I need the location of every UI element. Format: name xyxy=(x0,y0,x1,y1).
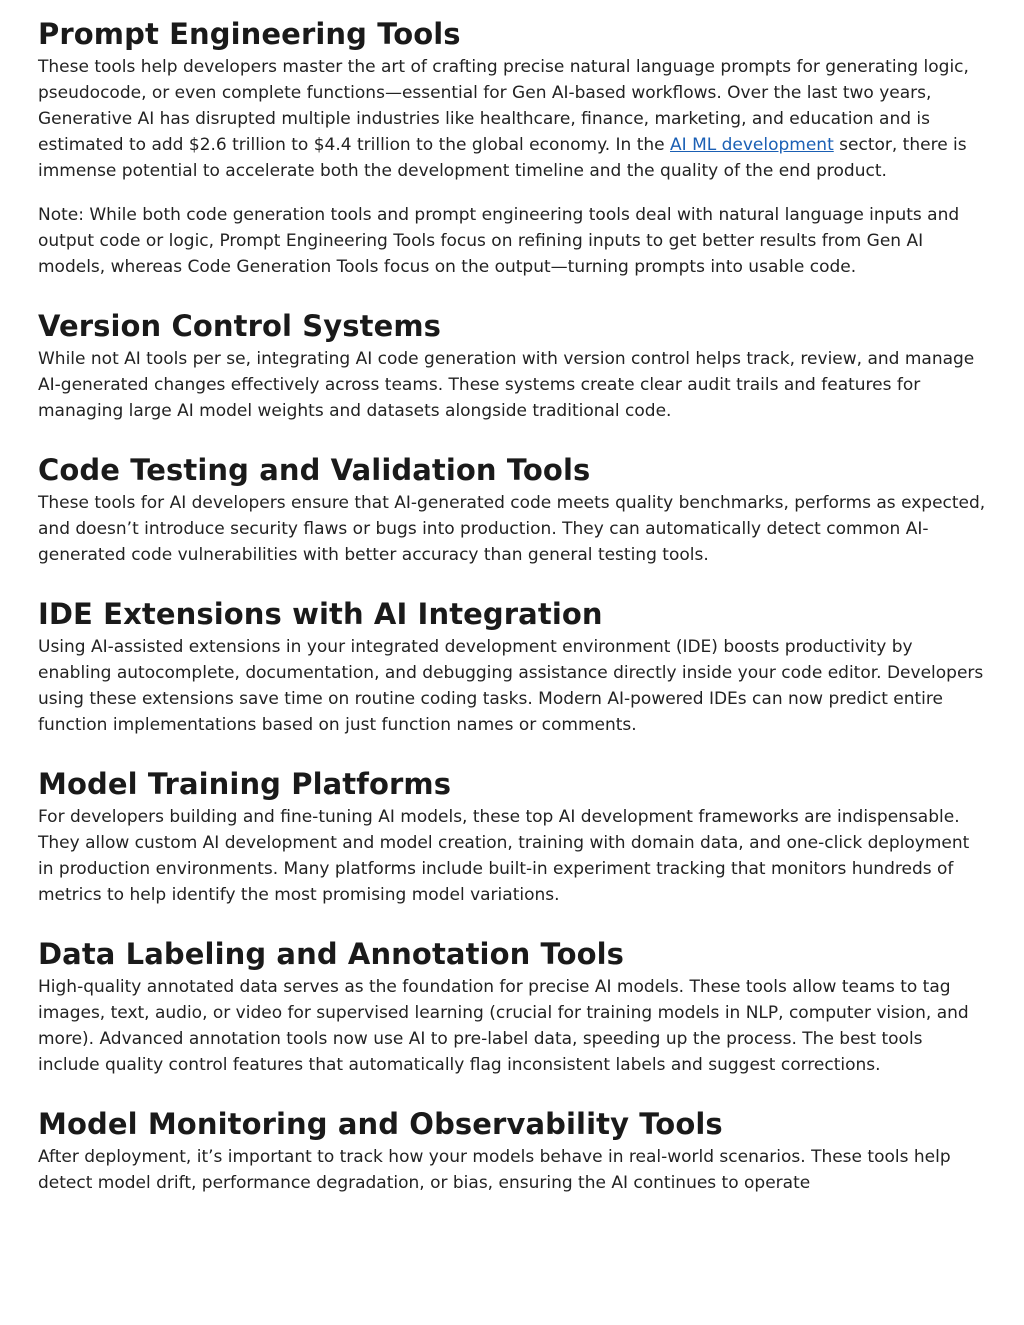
section-paragraph: High-quality annotated data serves as the foundation for precise AI models. These tools allow teams to tag images, text, audio, or video for supervised learning (crucial for training models in NLP, computer vision, and more). Advanced annotation tools now use AI to pre-label data, speeding up the process. The best tools include quality control features that automatically flag inconsistent labels and suggest corrections. xyxy=(38,977,969,1075)
note-paragraph: Note: While both code generation tools and prompt engineering tools deal with natural language inputs and output code or logic, Prompt Engineering Tools focus on refining inputs to get better results from Gen AI models, whereas Code Generation Tools focus on the output—turning prompts into usable code. xyxy=(38,205,960,277)
section-data-labeling-annotation-tools xyxy=(38,934,986,1078)
section-heading: Model Monitoring and Observability Tools xyxy=(38,1107,723,1141)
section-spacer xyxy=(38,738,986,764)
section-heading: Prompt Engineering Tools xyxy=(38,17,461,51)
section-model-monitoring-observability-tools xyxy=(38,1104,986,1196)
section-code-testing-validation-tools xyxy=(38,450,986,568)
section-version-control-systems xyxy=(38,306,986,424)
section-paragraph: These tools for AI developers ensure that AI-generated code meets quality benchmarks, performs as expected, and doesn’t introduce security flaws or bugs into production. They can automatically detect common AI-generated code vulnerabilities with better accuracy than general testing tools. xyxy=(38,493,986,565)
section-heading: Version Control Systems xyxy=(38,309,442,343)
section-heading: Data Labeling and Annotation Tools xyxy=(38,937,625,971)
section-heading: Code Testing and Validation Tools xyxy=(38,453,591,487)
paragraph-text: These tools help developers master the art of crafting precise natural language prompts for generating logic, pseudocode, or even complete functions—essential for Gen AI-based workflows. Over the last two years, Generative AI has disrupted multiple industries like healthcare, finance, marketing, and education and is estimated to add $2.6 trillion to $4.4 trillion to the global economy. In the xyxy=(38,57,969,155)
section-paragraph: Using AI-assisted extensions in your integrated development environment (IDE) boosts productivity by enabling autocomplete, documentation, and debugging assistance directly inside your code editor. Developers using these extensions save time on routine coding tasks. Modern AI-powered IDEs can now predict entire function implementations based on just function names or comments. xyxy=(38,637,984,735)
section-paragraph xyxy=(38,54,986,184)
paragraph-text: sector, there is immense potential to accelerate both the development timeline and the quality of the end product. xyxy=(38,135,967,181)
section-spacer xyxy=(38,280,986,306)
section-spacer xyxy=(38,568,986,594)
section-ide-extensions xyxy=(38,594,986,738)
section-prompt-engineering-tools xyxy=(38,14,986,280)
section-spacer xyxy=(38,908,986,934)
section-paragraph: For developers building and fine-tuning AI models, these top AI development frameworks are indispensable. They allow custom AI development and model creation, training with domain data, and one-click deployment in production environments. Many platforms include built-in experiment tracking that monitors hundreds of metrics to help identify the most promising model variations. xyxy=(38,807,970,905)
section-model-training-platforms xyxy=(38,764,986,908)
section-paragraph: While not AI tools per se, integrating AI code generation with version control helps track, review, and manage AI-generated changes effectively across teams. These systems create clear audit trails and features for managing large AI model weights and datasets alongside traditional code. xyxy=(38,349,975,421)
section-spacer xyxy=(38,424,986,450)
ai-ml-development-link[interactable]: AI ML development xyxy=(670,135,834,155)
section-spacer xyxy=(38,1078,986,1104)
section-heading: Model Training Platforms xyxy=(38,767,452,801)
section-heading: IDE Extensions with AI Integration xyxy=(38,597,603,631)
section-paragraph: After deployment, it’s important to track how your models behave in real-world scenarios. These tools help detect model drift, performance degradation, or bias, ensuring the AI continues to operate xyxy=(38,1147,951,1193)
